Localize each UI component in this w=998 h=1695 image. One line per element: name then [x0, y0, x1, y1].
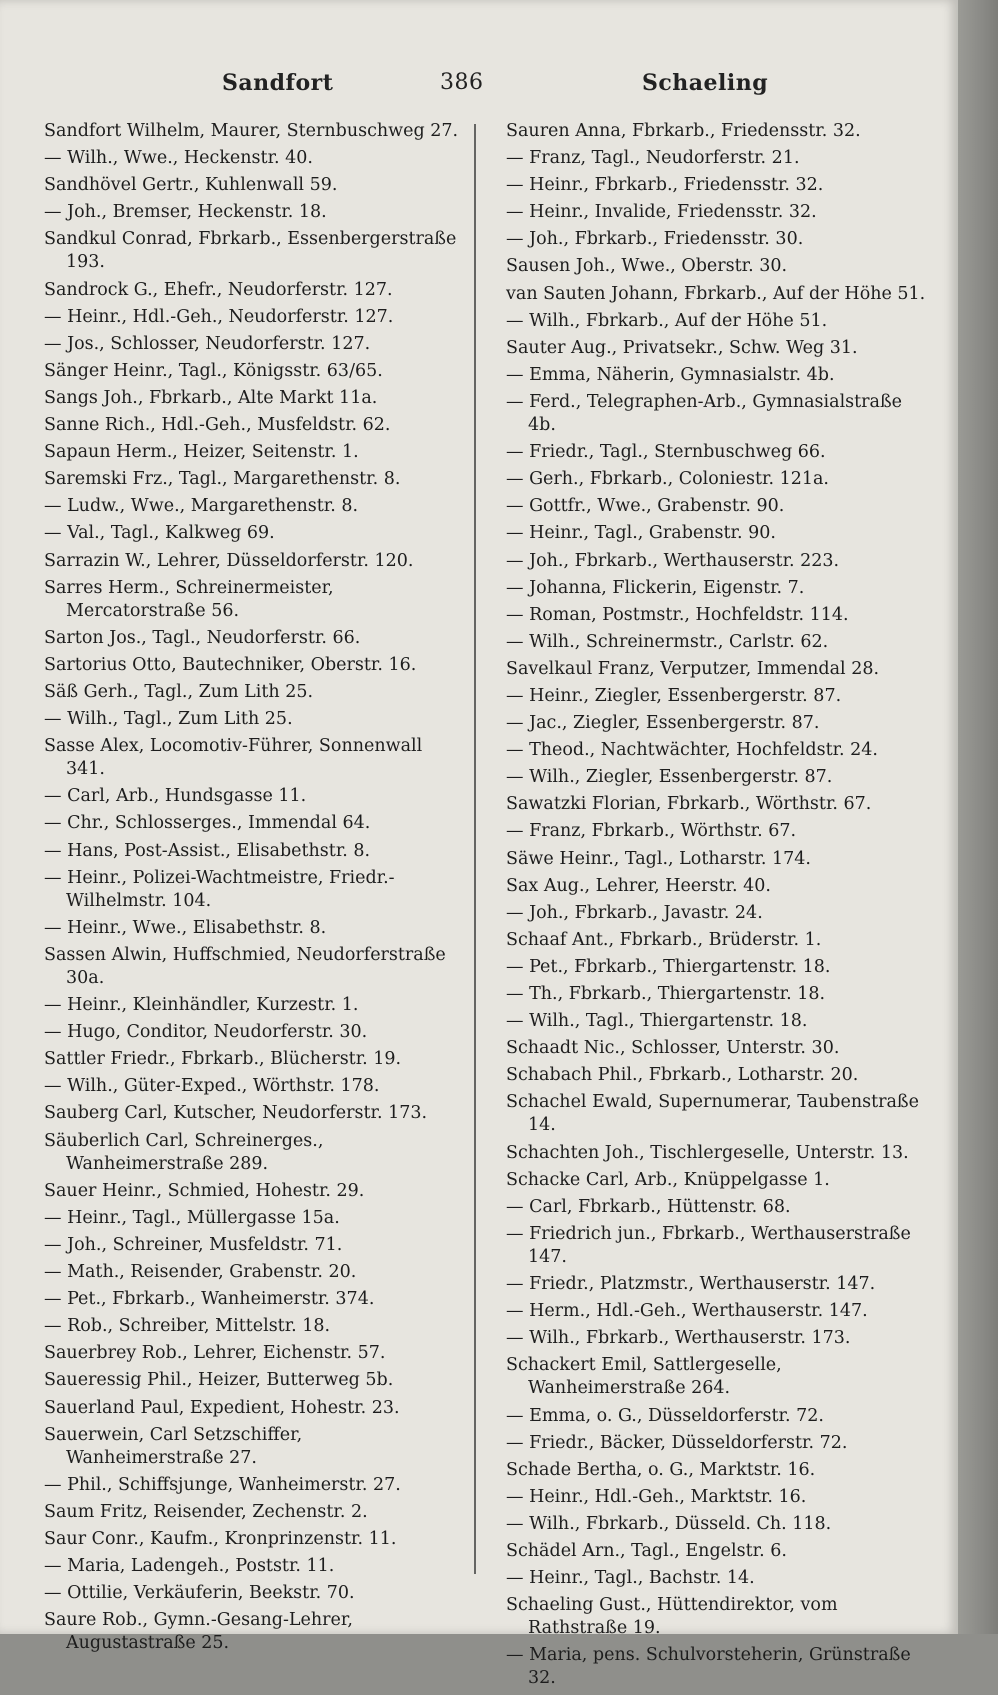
- directory-entry: — Heinr., Wwe., Elisabethstr. 8.: [44, 917, 327, 938]
- directory-entry: Schädel Arn., Tagl., Engelstr. 6.: [506, 1540, 787, 1561]
- directory-entry: Sauter Aug., Privatsekr., Schw. Weg 31.: [506, 337, 858, 358]
- directory-entry: — Wilh., Tagl., Thiergartenstr. 18.: [506, 1011, 808, 1032]
- directory-entry: — Roman, Postmstr., Hochfeldstr. 114.: [506, 604, 849, 625]
- directory-entry: — Friedr., Platzmstr., Werthauserstr. 147.: [506, 1274, 876, 1295]
- directory-entry: Sandrock G., Ehefr., Neudorferstr. 127.: [44, 279, 393, 300]
- directory-entry: — Wilh., Fbrkarb., Werthauserstr. 173.: [506, 1328, 851, 1349]
- directory-entry: Sauerland Paul, Expedient, Hohestr. 23.: [44, 1397, 400, 1418]
- book-edge: [958, 0, 998, 1634]
- directory-entry: Sartorius Otto, Bautechniker, Oberstr. 16.: [44, 654, 417, 675]
- directory-entry: — Val., Tagl., Kalkweg 69.: [44, 523, 275, 544]
- directory-entry: — Wilh., Wwe., Heckenstr. 40.: [44, 148, 313, 169]
- directory-entry: Sausen Joh., Wwe., Oberstr. 30.: [506, 256, 788, 277]
- directory-entry: — Johanna, Flickerin, Eigenstr. 7.: [506, 577, 805, 598]
- directory-entry: — Th., Fbrkarb., Thiergartenstr. 18.: [506, 984, 826, 1004]
- directory-entry: — Friedrich jun., Fbrkarb., Werthauserstraße 147.: [506, 1223, 911, 1267]
- directory-entry: Schabach Phil., Fbrkarb., Lotharstr. 20.: [506, 1065, 859, 1086]
- directory-entry: — Heinr., Tagl., Müllergasse 15a.: [44, 1207, 340, 1228]
- directory-entry: — Herm., Hdl.-Geh., Werthauserstr. 147.: [506, 1301, 868, 1322]
- directory-entry: — Wilh., Güter-Exped., Wörthstr. 178.: [44, 1076, 380, 1097]
- directory-entry: — Phil., Schiffsjunge, Wanheimerstr. 27.: [44, 1474, 401, 1495]
- directory-entry: — Heinr., Hdl.-Geh., Marktstr. 16.: [506, 1486, 807, 1507]
- directory-entry: Sandhövel Gertr., Kuhlenwall 59.: [44, 175, 338, 196]
- directory-entry: — Joh., Fbrkarb., Friedensstr. 30.: [506, 229, 804, 250]
- directory-entry: Sauerbrey Rob., Lehrer, Eichenstr. 57.: [44, 1343, 386, 1364]
- directory-entry: Säß Gerh., Tagl., Zum Lith 25.: [44, 681, 314, 702]
- directory-entry: — Heinr., Polizei-Wachtmeistre, Friedr.-Wilhelmstr. 104.: [44, 867, 395, 911]
- directory-entry: — Franz, Fbrkarb., Wörthstr. 67.: [506, 821, 797, 842]
- directory-entry: Schaeling Gust., Hüttendirektor, vom Rathstraße 19.: [506, 1595, 838, 1639]
- directory-entry: — Gottfr., Wwe., Grabenstr. 90.: [506, 496, 785, 517]
- directory-entry: — Chr., Schlosserges., Immendal 64.: [44, 813, 371, 834]
- directory-entry: — Joh., Schreiner, Musfeldstr. 71.: [44, 1234, 343, 1255]
- directory-entry: Sauerwein, Carl Setzschiffer, Wanheimerstraße 27.: [44, 1424, 303, 1468]
- directory-entry: — Joh., Bremser, Heckenstr. 18.: [44, 202, 327, 223]
- directory-entry: — Heinr., Tagl., Grabenstr. 90.: [506, 523, 776, 544]
- directory-entry: Sauren Anna, Fbrkarb., Friedensstr. 32.: [506, 121, 861, 141]
- left-column: [44, 120, 464, 1659]
- directory-entry: — Heinr., Tagl., Bachstr. 14.: [506, 1568, 755, 1589]
- directory-entry: — Heinr., Kleinhändler, Kurzestr. 1.: [44, 995, 359, 1016]
- directory-entry: — Wilh., Tagl., Zum Lith 25.: [44, 709, 293, 730]
- directory-entry: Saur Conr., Kaufm., Kronprinzenstr. 11.: [44, 1528, 397, 1549]
- directory-entry: — Carl, Fbrkarb., Hüttenstr. 68.: [506, 1196, 791, 1217]
- directory-entry: — Ferd., Telegraphen-Arb., Gymnasialstraße 4b.: [506, 391, 903, 436]
- column-divider: [474, 124, 476, 1574]
- directory-entry: Sattler Friedr., Fbrkarb., Blücherstr. 19.: [44, 1049, 402, 1070]
- directory-entry: Sauer Heinr., Schmied, Hohestr. 29.: [44, 1180, 365, 1201]
- directory-entry: Saueressig Phil., Heizer, Butterweg 5b.: [44, 1370, 394, 1391]
- directory-entry: — Hans, Post-Assist., Elisabethstr. 8.: [44, 840, 371, 861]
- header-right-word: Schaeling: [642, 70, 769, 96]
- directory-entry: — Ottilie, Verkäuferin, Beekstr. 70.: [44, 1583, 355, 1604]
- directory-entry: Säuberlich Carl, Schreinerges., Wanheimerstraße 289.: [44, 1130, 324, 1174]
- directory-entry: — Rob., Schreiber, Mittelstr. 18.: [44, 1316, 331, 1337]
- header-left-word: Sandfort: [222, 70, 334, 96]
- directory-entry: — Wilh., Schreinermstr., Carlstr. 62.: [506, 631, 829, 652]
- directory-entry: Schachten Joh., Tischlergeselle, Unterstr. 13.: [506, 1142, 909, 1163]
- directory-entry: Schade Bertha, o. G., Marktstr. 16.: [506, 1459, 816, 1480]
- directory-entry: — Heinr., Ziegler, Essenbergerstr. 87.: [506, 685, 842, 706]
- directory-entry: Sauberg Carl, Kutscher, Neudorferstr. 173.: [44, 1103, 428, 1124]
- directory-entry: Sapaun Herm., Heizer, Seitenstr. 1.: [44, 442, 359, 463]
- directory-entry: — Emma, o. G., Düsseldorferstr. 72.: [506, 1405, 824, 1426]
- directory-entry: Sanne Rich., Hdl.-Geh., Musfeldstr. 62.: [44, 415, 391, 436]
- directory-entry: — Heinr., Invalide, Friedensstr. 32.: [506, 202, 817, 223]
- directory-entry: — Wilh., Fbrkarb., Düsseld. Ch. 118.: [506, 1513, 832, 1534]
- directory-entry: — Heinr., Hdl.-Geh., Neudorferstr. 127.: [44, 306, 394, 327]
- directory-entry: Schachel Ewald, Supernumerar, Taubenstraße 14.: [506, 1092, 919, 1136]
- directory-entry: — Hugo, Conditor, Neudorferstr. 30.: [44, 1022, 368, 1043]
- directory-entry: Saum Fritz, Reisender, Zechenstr. 2.: [44, 1501, 368, 1522]
- directory-entry: — Pet., Fbrkarb., Thiergartenstr. 18.: [506, 956, 831, 977]
- directory-entry: Savelkaul Franz, Verputzer, Immendal 28.: [506, 658, 880, 679]
- directory-entry: Schaadt Nic., Schlosser, Unterstr. 30.: [506, 1038, 840, 1059]
- directory-entry: — Friedr., Tagl., Sternbuschweg 66.: [506, 442, 826, 463]
- directory-entry: Schacke Carl, Arb., Knüppelgasse 1.: [506, 1169, 830, 1190]
- directory-entry: — Friedr., Bäcker, Düsseldorferstr. 72.: [506, 1432, 848, 1453]
- directory-entry: Sax Aug., Lehrer, Heerstr. 40.: [506, 875, 771, 896]
- directory-entry: — Theod., Nachtwächter, Hochfeldstr. 24.: [506, 740, 878, 761]
- directory-entry: — Joh., Fbrkarb., Werthauserstr. 223.: [506, 550, 840, 571]
- directory-entry: Sandfort Wilhelm, Maurer, Sternbuschweg 27.: [44, 121, 459, 141]
- directory-entry: — Jac., Ziegler, Essenbergerstr. 87.: [506, 713, 820, 734]
- directory-entry: — Wilh., Fbrkarb., Auf der Höhe 51.: [506, 310, 828, 331]
- directory-entry: Saremski Frz., Tagl., Margarethenstr. 8.: [44, 469, 401, 490]
- directory-entry: Sänger Heinr., Tagl., Königsstr. 63/65.: [44, 360, 383, 381]
- directory-entry: Sawatzki Florian, Fbrkarb., Wörthstr. 67.: [506, 794, 872, 815]
- directory-entry: — Gerh., Fbrkarb., Coloniestr. 121a.: [506, 469, 829, 490]
- directory-entry: Sarrazin W., Lehrer, Düsseldorferstr. 120.: [44, 550, 414, 571]
- directory-entry: Sarton Jos., Tagl., Neudorferstr. 66.: [44, 627, 361, 648]
- directory-entry: — Pet., Fbrkarb., Wanheimerstr. 374.: [44, 1289, 375, 1310]
- directory-entry: Saure Rob., Gymn.-Gesang-Lehrer, Augustastraße 25.: [44, 1610, 353, 1654]
- page-header: [44, 62, 900, 102]
- directory-entry: — Joh., Fbrkarb., Javastr. 24.: [506, 902, 763, 923]
- directory-entry: — Heinr., Fbrkarb., Friedensstr. 32.: [506, 175, 824, 196]
- directory-entry: Sassen Alwin, Huffschmied, Neudorferstraße 30a.: [44, 944, 446, 988]
- directory-entry: Sasse Alex, Locomotiv-Führer, Sonnenwall 341.: [44, 736, 423, 780]
- directory-entry: Schackert Emil, Sattlergeselle, Wanheimerstraße 264.: [506, 1355, 782, 1399]
- directory-entry: Sandkul Conrad, Fbrkarb., Essenbergerstraße 193.: [44, 229, 457, 273]
- directory-entry: — Math., Reisender, Grabenstr. 20.: [44, 1262, 357, 1283]
- directory-entry: — Jos., Schlosser, Neudorferstr. 127.: [44, 333, 371, 354]
- directory-entry: van Sauten Johann, Fbrkarb., Auf der Höhe 51.: [506, 283, 926, 304]
- directory-entry: — Emma, Näherin, Gymnasialstr. 4b.: [506, 364, 835, 385]
- directory-entry: — Franz, Tagl., Neudorferstr. 21.: [506, 148, 800, 169]
- directory-entry: — Maria, Ladengeh., Poststr. 11.: [44, 1556, 335, 1577]
- directory-entry: Säwe Heinr., Tagl., Lotharstr. 174.: [506, 848, 811, 869]
- directory-entry: — Ludw., Wwe., Margarethenstr. 8.: [44, 496, 359, 517]
- right-column: [506, 120, 926, 1695]
- directory-entry: Sangs Joh., Fbrkarb., Alte Markt 11a.: [44, 387, 378, 408]
- directory-entry: — Carl, Arb., Hundsgasse 11.: [44, 786, 307, 807]
- page-number: 386: [440, 70, 484, 95]
- directory-entry: — Maria, pens. Schulvorsteherin, Grünstraße 32.: [506, 1645, 911, 1689]
- directory-entry: Sarres Herm., Schreinermeister, Mercatorstraße 56.: [44, 577, 334, 621]
- directory-entry: — Wilh., Ziegler, Essenbergerstr. 87.: [506, 767, 833, 788]
- directory-entry: Schaaf Ant., Fbrkarb., Brüderstr. 1.: [506, 929, 822, 950]
